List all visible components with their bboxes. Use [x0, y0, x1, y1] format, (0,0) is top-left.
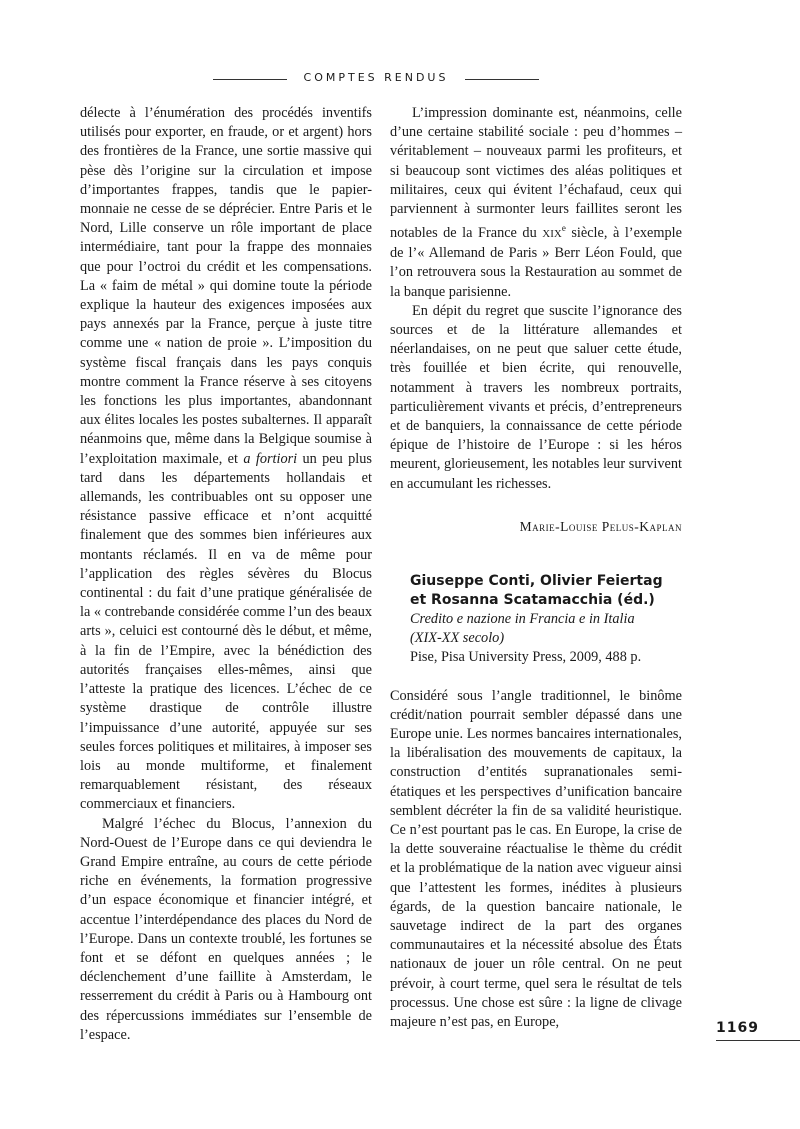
book-authors [410, 572, 682, 610]
book-publisher: Pise, Pisa University Press, 2009, 488 p. [410, 649, 642, 666]
century-numeral: XIX [542, 227, 562, 240]
paragraph-text: L’impression dominante est, néanmoins, celle d’une certaine stabilité sociale : peu d’hommes – véritablement – nouveaux parmi les profiteurs, et si beaucoup sont victimes des aléas politiques et militaires, ceux qui évitent l’échafaud, ceux qui parviennent à surmonter leurs faillites seront les notables de la France du [390, 105, 682, 241]
running-head-title: COMPTES RENDUS [303, 71, 449, 84]
page-number-rule [716, 1040, 800, 1041]
paragraph: En dépit du regret que suscite l’ignorance des sources et de la littérature allemandes et néerlandaises, on ne peut que saluer cette étude, très fouillée et bien écrite, qui renouvelle, notamment à travers les nombreux portraits, particulièrement vivants et précis, d’entrepreneurs et de banquiers, la connaissance de cette période épique de l’histoire de l’Europe : si les héros meurent, glorieusement, les notables leur survivent en accumulant les richesses. [390, 302, 682, 492]
paragraph-text: un peu plus tard dans les départements hollandais et allemands, les contribuables ont su opposer une résistance passive efficace et n’ont acquitté finalement que des sommes bien inférieures aux montants réclamés. Il en va de même pour l’application des règles sévères du Blocus continental : du fait d’une pratique généralisée de la « contrebande considérée comme l’un des beaux arts », celuici est contourné dès le début, et même, à la fin de l’Empire, avec la bénédiction des autorités françaises elles-mêmes, ainsi que l’atteste la pratique des licences. L’échec de ce système drastique de contrôle illustre l’impuissance d’une autorité, appuyée sur ses seules forces politiques et militaires, à imposer ses lois au monde multiforme, et finalement remarquablement résistant, des réseaux commerciaux et financiers. [80, 450, 372, 813]
paragraph [390, 104, 682, 302]
paragraph-text: délecte à l’énumération des procédés inventifs utilisés pour exporter, en fraude, or et argent) hors des frontières de la France, une sortie massive qui pèse dès l’origine sur la circulation et impose d’importantes frappes, tandis que le papier-monnaie ne cesse de se déprécier. Entre Paris et le Nord, Lille conserve un rôle important de place intermédiaire, tant pour la frappe des monnaies que pour l’octroi du crédit et les compensations. La « faim de métal » qui domine toute la période explique la hauteur des exigences imposées aux pays annexés par la France, perçue à juste titre comme une « nation de proie ». L’imposition du système fiscal français dans les pays conquis montre comment la France réserve à ses citoyens les fonctions les plus importantes, abandonnant aux élites locales les postes subalternes. Il apparaît néanmoins que, même dans la Belgique soumise à l’exploitation maximale, et [80, 105, 372, 467]
century-superscript: e [561, 223, 566, 234]
paragraph: Malgré l’échec du Blocus, l’annexion du Nord-Ouest de l’Europe dans ce qui deviendra le Grand Empire entraîne, au cours de cette période riche en événements, la formation progressive d’un espace économique et financier intégré, et accentue l’interdépendance des places du Nord de l’Europe. Dans un contexte troublé, les fortunes se font et se défont en quelques années ; le déclenchement d’une faillite à Amsterdam, le resserrement du crédit à Paris ou à Hambourg ont des répercussions immédiates sur l’ensemble de l’espace. [80, 815, 372, 1043]
left-column [80, 104, 372, 1045]
paragraph-continued [80, 104, 372, 815]
book-title [410, 610, 682, 648]
book-title-line: Credito e nazione in Francia e in Italia [410, 611, 635, 628]
page-number: 1169 [716, 1020, 759, 1036]
book-title-line: (XIX-XX secolo) [410, 630, 505, 647]
book-entry [390, 572, 682, 668]
book-authors-line: et Rosanna Scatamacchia (éd.) [410, 592, 655, 609]
reviewer-signature: Marie-Louise Pelus-Kaplan [519, 518, 682, 534]
running-head-rule-left [213, 79, 287, 80]
paragraph-text: siècle, à l’exemple de l’« Allemand de Paris » Berr Léon Fould, que l’on retrouvera sous la Restauration au sommet de la banque parisienne. [390, 224, 682, 300]
book-authors-line: Giuseppe Conti, Olivier Feiertag [410, 573, 663, 590]
running-head-rule-right [465, 79, 539, 80]
italic-phrase: a fortiori [243, 450, 298, 467]
right-column [390, 104, 682, 1032]
running-head [0, 70, 800, 90]
paragraph: Considéré sous l’angle traditionnel, le binôme crédit/nation pourrait sembler dépassé dans une Europe unie. Les normes bancaires internationales, la libéralisation des mouvements de capitaux, la construction d’entités supranationales semi-étatiques et les perspectives d’unification bancaire semblent décréter la fin de sa validité heuristique. Ce n’est pourtant pas le cas. En Europe, la crise de la dette souveraine réactualise le thème du crédit et la problématique de la nation avec vigueur ainsi que l’attestent les formes, inédites à plusieurs égards, de la question bancaire nationale, le sauvetage indirect de la part des organes communautaires et la nécessité absolue des États nationaux de jouer un rôle central. On ne peut prévoir, à court terme, quel sera le résultat de tels processus. Une chose est sûre : la ligne de clivage majeure n’est pas, en Europe, [390, 687, 682, 1031]
